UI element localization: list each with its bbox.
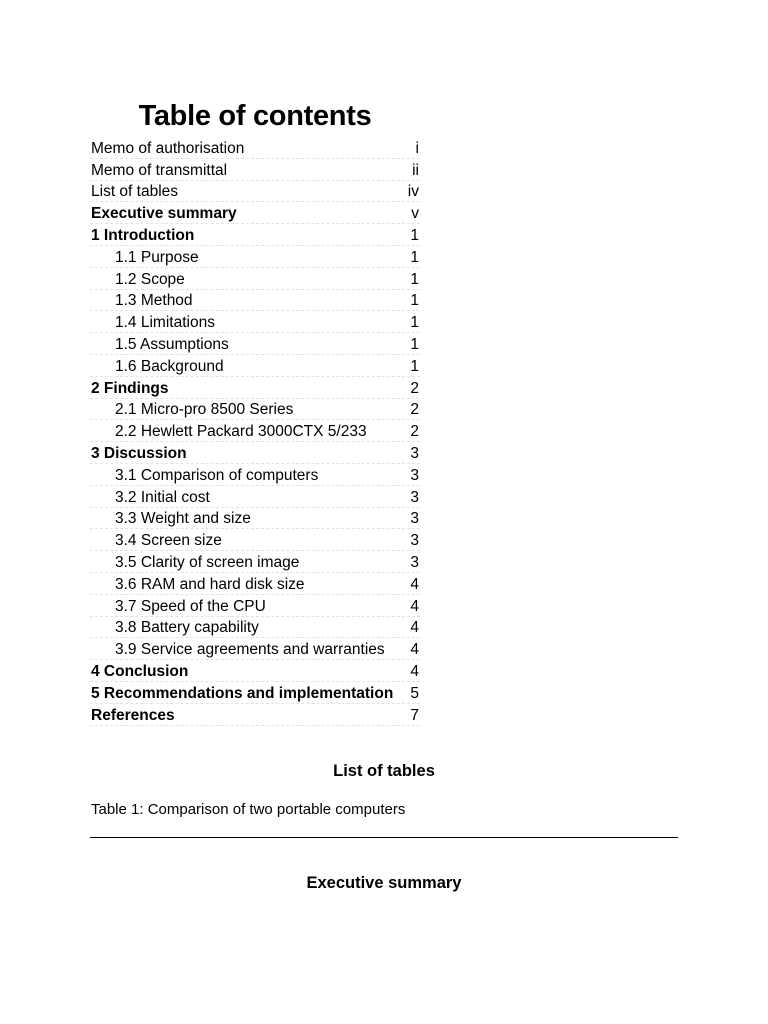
toc-entry[interactable] xyxy=(90,464,420,486)
toc-entry-page-number: 4 xyxy=(410,641,419,659)
toc-entry[interactable] xyxy=(90,420,420,442)
toc-entry-label: 3.4 Screen size xyxy=(115,532,222,550)
toc-entry-page-number: iv xyxy=(407,183,419,201)
toc-entry-label: Executive summary xyxy=(91,205,237,223)
toc-entry-label: 3.7 Speed of the CPU xyxy=(115,597,266,615)
toc-entry[interactable] xyxy=(90,159,420,181)
toc-entry-label: 3.3 Weight and size xyxy=(115,510,251,528)
toc-entry-label: 1.2 Scope xyxy=(115,270,185,288)
toc-entry-page-number: 3 xyxy=(410,488,419,506)
toc-entry-page-number: 2 xyxy=(410,423,419,441)
toc-entry-page-number: 1 xyxy=(410,335,419,353)
toc-entry-page-number: 2 xyxy=(410,379,419,397)
toc-entry-page-number: 4 xyxy=(410,575,419,593)
toc-entry-label: 1.1 Purpose xyxy=(115,248,199,266)
toc-entry[interactable] xyxy=(90,529,420,551)
toc-entry[interactable] xyxy=(90,246,420,268)
toc-entry[interactable] xyxy=(90,355,420,377)
toc-entry-page-number: 5 xyxy=(410,684,419,702)
toc-table xyxy=(90,137,420,726)
list-of-tables-heading: List of tables xyxy=(333,762,435,780)
toc-entry[interactable] xyxy=(90,551,420,573)
toc-title: Table of contents xyxy=(138,100,372,132)
toc-entry[interactable] xyxy=(90,202,420,224)
toc-entry[interactable] xyxy=(90,508,420,530)
toc-entry-label: 2.1 Micro-pro 8500 Series xyxy=(115,401,294,419)
toc-entry-label: List of tables xyxy=(91,183,179,201)
toc-entry[interactable] xyxy=(90,704,420,726)
toc-entry-page-number: 4 xyxy=(410,619,419,637)
toc-entry[interactable] xyxy=(90,638,420,660)
toc-entry[interactable] xyxy=(90,617,420,639)
toc-entry-label: 3.8 Battery capability xyxy=(115,619,259,637)
table-list-entry: Table 1: Comparison of two portable computers xyxy=(91,801,406,818)
toc-entry-page-number: 3 xyxy=(410,444,419,462)
toc-entry-page-number: ii xyxy=(412,161,419,179)
toc-entry[interactable] xyxy=(90,573,420,595)
toc-entry[interactable] xyxy=(90,290,420,312)
toc-entry-page-number: 4 xyxy=(410,662,419,680)
toc-entry-label: 3.5 Clarity of screen image xyxy=(115,553,300,571)
toc-entry-label: 1.4 Limitations xyxy=(115,314,215,332)
toc-entry-page-number: 1 xyxy=(410,357,419,375)
toc-entry-page-number: v xyxy=(411,205,419,223)
toc-entry[interactable] xyxy=(90,660,420,682)
toc-entry[interactable] xyxy=(90,181,420,203)
toc-entry-label: 3.9 Service agreements and warranties xyxy=(115,641,385,659)
toc-entry-page-number: 3 xyxy=(410,553,419,571)
toc-entry-page-number: 1 xyxy=(410,314,419,332)
toc-entry[interactable] xyxy=(90,399,420,421)
toc-entry[interactable] xyxy=(90,486,420,508)
toc-entry-label: 1 Introduction xyxy=(91,226,195,244)
toc-entry[interactable] xyxy=(90,137,420,159)
toc-entry[interactable] xyxy=(90,442,420,464)
horizontal-rule xyxy=(90,837,678,838)
toc-entry-label: 1.3 Method xyxy=(115,292,193,310)
toc-entry[interactable] xyxy=(90,268,420,290)
toc-entry-label: 1.5 Assumptions xyxy=(115,335,229,353)
toc-entry-label: References xyxy=(91,706,175,724)
toc-entry-page-number: 1 xyxy=(410,270,419,288)
toc-entry-label: 3.6 RAM and hard disk size xyxy=(115,575,305,593)
toc-entry-page-number: 1 xyxy=(410,226,419,244)
toc-entry-label: 4 Conclusion xyxy=(91,662,189,680)
toc-entry-page-number: 1 xyxy=(410,292,419,310)
toc-entry-page-number: 3 xyxy=(410,510,419,528)
toc-entry-label: 3.1 Comparison of computers xyxy=(115,466,319,484)
toc-entry-label: Memo of authorisation xyxy=(91,139,245,157)
toc-entry[interactable] xyxy=(90,377,420,399)
toc-entry-label: 3 Discussion xyxy=(91,444,187,462)
toc-entry[interactable] xyxy=(90,224,420,246)
toc-entry[interactable] xyxy=(90,311,420,333)
toc-entry-page-number: 3 xyxy=(410,532,419,550)
toc-entry-page-number: 1 xyxy=(410,248,419,266)
toc-entry-label: 5 Recommendations and implementation xyxy=(91,684,394,702)
toc-entry-label: 2 Findings xyxy=(91,379,169,397)
toc-entry-label: Memo of transmittal xyxy=(91,161,228,179)
toc-entry-label: 3.2 Initial cost xyxy=(115,488,210,506)
toc-entry[interactable] xyxy=(90,595,420,617)
toc-entry-page-number: 7 xyxy=(410,706,419,724)
toc-entry-page-number: 4 xyxy=(410,597,419,615)
toc-entry-page-number: i xyxy=(415,139,419,157)
toc-entry-page-number: 3 xyxy=(410,466,419,484)
toc-entry[interactable] xyxy=(90,333,420,355)
toc-entry-label: 2.2 Hewlett Packard 3000CTX 5/233 xyxy=(115,423,367,441)
executive-summary-heading: Executive summary xyxy=(306,874,462,892)
toc-entry-label: 1.6 Background xyxy=(115,357,224,375)
toc-entry[interactable] xyxy=(90,682,420,704)
toc-entry-page-number: 2 xyxy=(410,401,419,419)
